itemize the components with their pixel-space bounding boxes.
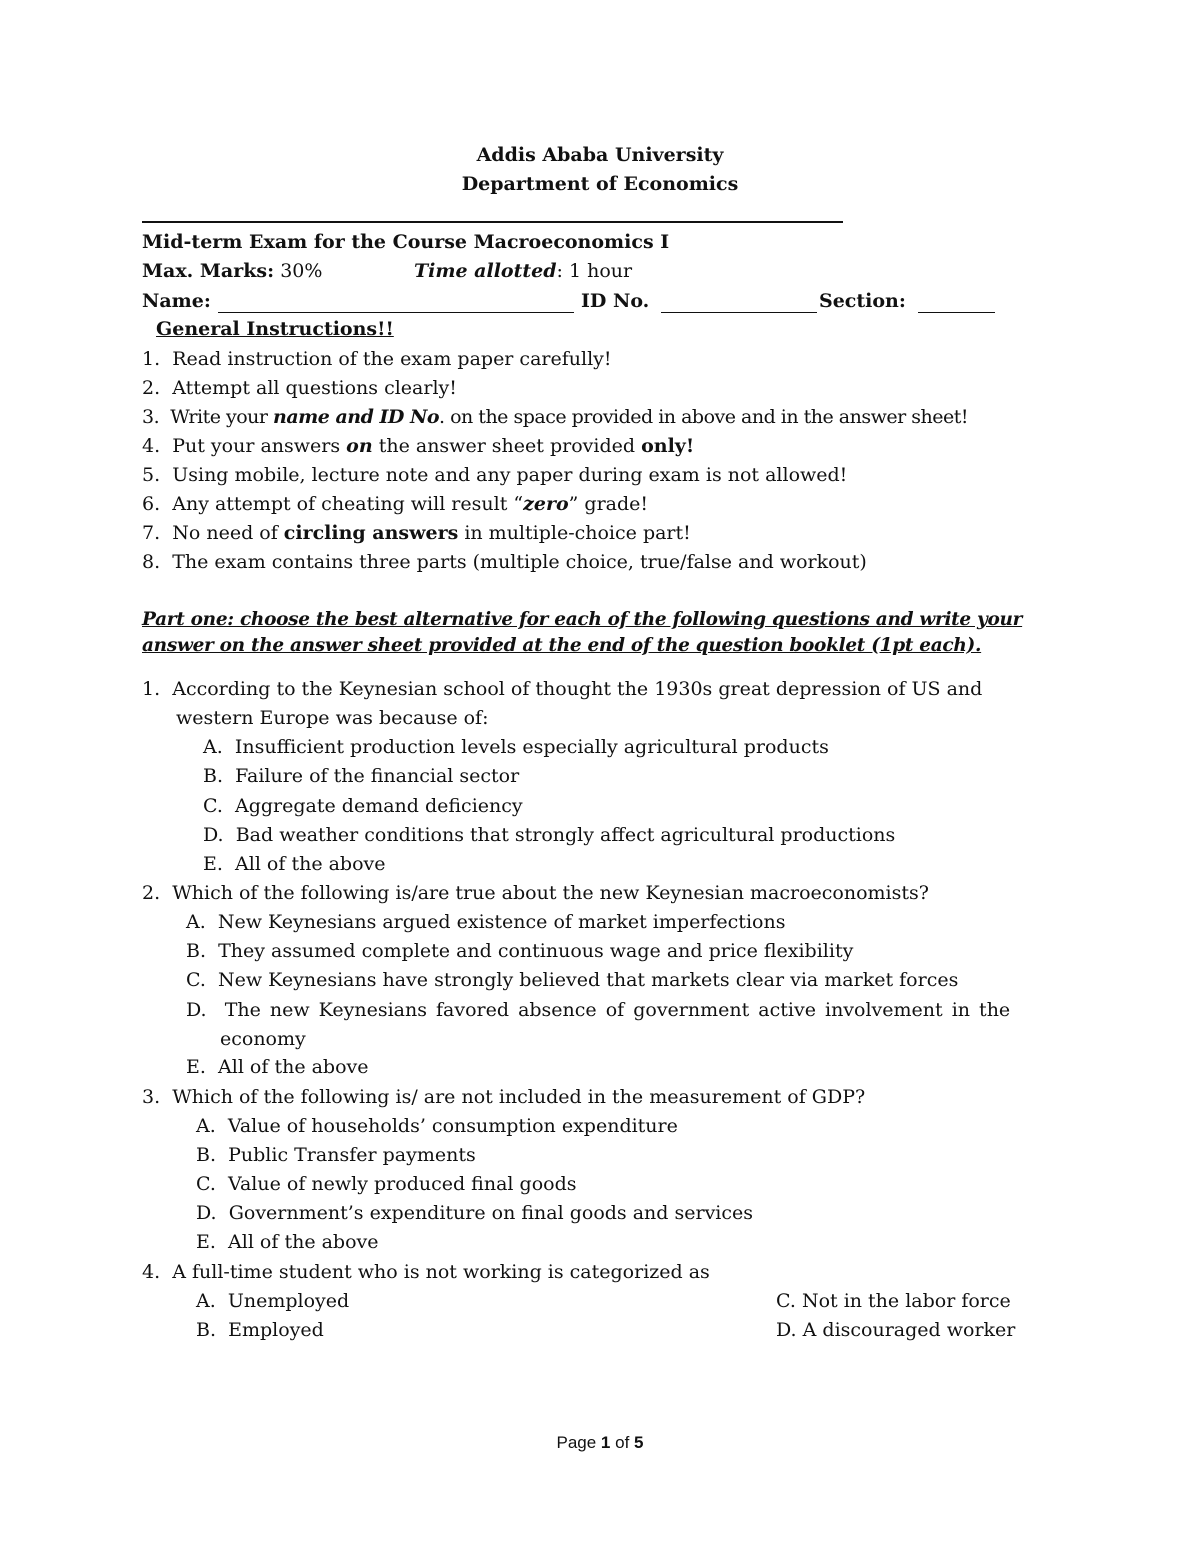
option: C. Aggregate demand deficiency [203,795,523,817]
option: C. New Keynesians have strongly believed that markets clear via market forces [186,969,959,991]
question-1-cont: western Europe was because of: [176,707,489,729]
section-label: Section: [819,290,906,312]
question-1: 1. According to the Keynesian school of thought the 1930s great depression of US and [142,678,983,700]
name-field[interactable] [218,294,574,313]
instruction-item: 3. Write your name and ID No. on the space provided in above and in the answer sheet! [142,406,969,428]
option: C. Value of newly produced final goods [196,1173,577,1195]
question-2: 2. Which of the following is/are true about the new Keynesian macroeconomists? [142,882,929,904]
instruction-item: 2. Attempt all questions clearly! [142,377,457,399]
option: B. They assumed complete and continuous wage and price flexibility [186,940,854,962]
time-label: Time allotted [414,260,557,282]
option: D. Government’s expenditure on final goods and services [196,1202,754,1224]
max-marks-label: Max. Marks: [142,260,275,282]
option: A. Value of households’ consumption expenditure [196,1115,678,1137]
instructions-heading: General Instructions!! [156,318,394,340]
part-one-heading-line2: answer on the answer sheet provided at the end of the question booklet (1pt each). [142,635,982,656]
university-title: Addis Ababa University [476,144,724,166]
department-title: Department of Economics [461,173,739,195]
instruction-item: 8. The exam contains three parts (multiple choice, true/false and workout) [142,551,867,573]
option: E. All of the above [203,853,386,875]
option: D. A discouraged worker [776,1319,1016,1341]
instruction-item: 6. Any attempt of cheating will result “zero” grade! [142,493,649,515]
instruction-item: 7. No need of circling answers in multiple-choice part! [142,522,691,544]
id-label: ID No. [581,290,650,312]
max-marks-value: 30% [280,260,323,282]
option: E. All of the above [196,1231,379,1253]
header-divider [142,221,843,223]
instruction-item: 1. Read instruction of the exam paper carefully! [142,348,612,370]
part-one-heading-line1: Part one: choose the best alternative for each of the following questions and write your [142,609,1023,630]
option: B. Employed [196,1319,324,1341]
option-cont: economy [220,1028,306,1050]
id-field[interactable] [661,294,817,313]
marks-row [142,260,322,282]
instruction-item: 5. Using mobile, lecture note and any paper during exam is not allowed! [142,464,848,486]
option: A. New Keynesians argued existence of market imperfections [186,911,786,933]
question-4: 4. A full-time student who is not working is categorized as [142,1261,710,1283]
exam-title: Mid-term Exam for the Course Macroeconomics I [142,231,670,253]
option: D. The new Keynesians favored absence of government active involvement in the [186,999,1011,1021]
name-label: Name: [142,290,211,312]
question-3: 3. Which of the following is/ are not included in the measurement of GDP? [142,1086,866,1108]
option: D. Bad weather conditions that strongly affect agricultural productions [203,824,896,846]
option: A. Unemployed [196,1290,350,1312]
option: B. Public Transfer payments [196,1144,476,1166]
option: B. Failure of the financial sector [203,765,520,787]
instruction-item: 4. Put your answers on the answer sheet provided only! [142,435,695,457]
option: C. Not in the labor force [776,1290,1011,1312]
option: E. All of the above [186,1056,369,1078]
page-footer: Page 1 of 5 [556,1433,644,1452]
time-value: : 1 hour [556,260,633,282]
time-row [414,260,632,282]
section-field[interactable] [918,294,995,313]
option: A. Insufficient production levels especially agricultural products [203,736,829,758]
